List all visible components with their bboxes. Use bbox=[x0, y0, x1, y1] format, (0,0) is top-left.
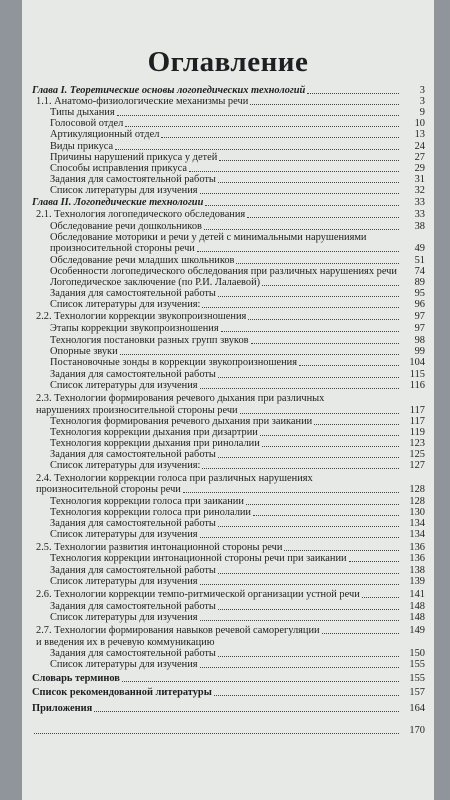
page-title: Оглавление bbox=[147, 46, 309, 78]
dot-leader bbox=[202, 307, 399, 308]
toc-entry-title: Список литературы для изучения bbox=[50, 380, 198, 391]
toc-entry-page: 125 bbox=[409, 449, 425, 460]
toc-entry-title: Технология коррекции дыхания при дизартрии bbox=[50, 427, 258, 438]
toc-entry-page: 51 bbox=[414, 255, 425, 266]
toc-entry-page: 128 bbox=[409, 484, 425, 495]
toc-entry-page: 33 bbox=[414, 209, 425, 220]
dot-leader bbox=[262, 446, 399, 447]
dot-leader bbox=[218, 609, 399, 610]
dot-leader bbox=[314, 424, 399, 425]
dot-leader bbox=[250, 104, 399, 105]
dot-leader bbox=[240, 413, 399, 414]
toc-entry-page: 32 bbox=[414, 185, 425, 196]
toc-entry bbox=[22, 702, 434, 714]
toc-entry-page: 128 bbox=[409, 496, 425, 507]
toc-entry bbox=[22, 298, 434, 310]
toc-entry bbox=[22, 128, 434, 140]
toc-entry-page: 117 bbox=[409, 416, 425, 427]
toc-entry bbox=[22, 392, 434, 404]
dot-leader bbox=[246, 504, 399, 505]
toc-entry-page: 9 bbox=[419, 107, 425, 118]
dot-leader bbox=[349, 561, 399, 562]
toc-entry-page: 33 bbox=[414, 197, 425, 208]
toc-entry-page: 27 bbox=[414, 152, 425, 163]
toc-entry-title: Постановочные зонды в коррекции звукопроизношения bbox=[50, 357, 298, 368]
toc-entry bbox=[22, 658, 434, 670]
dot-leader bbox=[253, 515, 399, 516]
toc-entry-title: Опорные звуки bbox=[50, 346, 118, 357]
toc-entry-title: Список литературы для изучения bbox=[50, 576, 198, 587]
toc-entry-title: 2.3. Технологии формирования речевого дыхания при различных bbox=[36, 393, 325, 404]
toc-entry-title: и введения их в речевую коммуникацию bbox=[36, 637, 215, 648]
dot-leader bbox=[221, 331, 399, 332]
toc-entry-title: Артикуляционный отдел bbox=[50, 129, 160, 140]
toc-entry-page: 31 bbox=[414, 174, 425, 185]
dot-leader bbox=[362, 597, 399, 598]
toc-entry-page: 119 bbox=[409, 427, 425, 438]
toc-entry-title: Особенности логопедического обследования при различных нарушениях речи bbox=[50, 266, 397, 277]
toc-entry-title: 2.1. Технология логопедического обследования bbox=[36, 209, 246, 220]
dot-leader bbox=[200, 667, 399, 668]
toc-entry-page: 150 bbox=[409, 648, 425, 659]
toc-entry-page: 134 bbox=[409, 529, 425, 540]
toc-entry-title: Технология коррекции голоса при ринолалии bbox=[50, 507, 251, 518]
toc-entry-page: 104 bbox=[409, 357, 425, 368]
dot-leader bbox=[161, 137, 399, 138]
toc-entry bbox=[22, 672, 434, 684]
toc-entry-title: Словарь терминов bbox=[32, 673, 120, 684]
toc-entry bbox=[22, 528, 434, 540]
dot-leader bbox=[200, 193, 399, 194]
dot-leader bbox=[183, 492, 399, 493]
toc-entry-title: Технология коррекции интонационной стороны речи при заикании bbox=[50, 553, 347, 564]
dot-leader bbox=[218, 182, 399, 183]
toc-entry-page: 116 bbox=[409, 380, 425, 391]
toc-entry-page: 99 bbox=[414, 346, 425, 357]
toc-entry-page: 3 bbox=[419, 85, 425, 96]
dot-leader bbox=[218, 457, 399, 458]
toc-entry-page: 134 bbox=[409, 518, 425, 529]
dot-leader bbox=[200, 620, 399, 621]
dot-leader bbox=[219, 160, 399, 161]
toc-entry-page: 136 bbox=[409, 542, 425, 553]
dot-leader bbox=[200, 537, 399, 538]
toc-entry-title: Технология коррекции голоса при заикании bbox=[50, 496, 244, 507]
toc-entry bbox=[22, 624, 434, 636]
toc-entry-page: 117 bbox=[409, 405, 425, 416]
dot-leader bbox=[120, 354, 399, 355]
toc-entry-page: 139 bbox=[409, 576, 425, 587]
toc-entry-title: 2.5. Технологии развития интонационной стороны речи bbox=[36, 542, 283, 553]
toc-entry-title: Задания для самостоятельной работы bbox=[50, 174, 216, 185]
dot-leader bbox=[248, 319, 399, 320]
toc-entry bbox=[22, 322, 434, 334]
dot-leader bbox=[117, 115, 399, 116]
toc-entry-page: 29 bbox=[414, 163, 425, 174]
dot-leader bbox=[200, 584, 399, 585]
toc-entry-title: Этапы коррекции звукопроизношения bbox=[50, 323, 219, 334]
toc-entry-title: Задания для самостоятельной работы bbox=[50, 648, 216, 659]
toc-entry-title: Способы исправления прикуса bbox=[50, 163, 187, 174]
toc-entry-title: Технология коррекции дыхания при ринолалии bbox=[50, 438, 260, 449]
toc-entry bbox=[22, 184, 434, 196]
toc-entry-title: Обследование моторики и речи у детей с минимальными нарушениями bbox=[50, 232, 367, 243]
toc-entry-title: Список литературы для изучения: bbox=[50, 460, 201, 471]
toc-entry-page: 155 bbox=[409, 673, 425, 684]
toc-entry bbox=[22, 611, 434, 623]
toc-entry-title: Список литературы для изучения bbox=[50, 659, 198, 670]
dot-leader bbox=[200, 388, 399, 389]
toc-entry-page: 148 bbox=[409, 612, 425, 623]
dot-leader bbox=[218, 296, 399, 297]
toc-entry-title: Логопедическое заключение (по Р.И. Лалаевой) bbox=[50, 277, 261, 288]
toc-entry bbox=[22, 310, 434, 322]
dot-leader bbox=[299, 365, 399, 366]
toc-entry-page: 74 bbox=[414, 266, 425, 277]
dot-leader bbox=[34, 733, 399, 734]
toc-entry-title: Список рекомендованной литературы bbox=[32, 687, 212, 698]
dot-leader bbox=[214, 695, 399, 696]
toc-entry-title: произносительной стороны речи bbox=[50, 243, 195, 254]
dot-leader bbox=[260, 435, 399, 436]
toc-entry bbox=[22, 196, 434, 208]
dot-leader bbox=[284, 550, 399, 551]
toc-entry bbox=[22, 552, 434, 564]
toc-entry bbox=[22, 588, 434, 600]
dot-leader bbox=[197, 251, 399, 252]
dot-leader bbox=[247, 217, 399, 218]
toc-entry-title: Глава I. Теоретические основы логопедических технологий bbox=[32, 85, 306, 96]
toc-entry-title: Список литературы для изучения bbox=[50, 612, 198, 623]
toc-entry-title: Виды прикуса bbox=[50, 141, 114, 152]
toc-entry-page: 155 bbox=[409, 659, 425, 670]
toc-entry-title: 2.7. Технологии формирования навыков речевой саморегуляции bbox=[36, 625, 320, 636]
toc-entry-title: Голосовой отдел bbox=[50, 118, 124, 129]
toc-entry-page: 38 bbox=[414, 221, 425, 232]
toc-entry-page: 157 bbox=[409, 687, 425, 698]
toc-entry bbox=[22, 575, 434, 587]
dot-leader bbox=[122, 681, 399, 682]
toc-entry bbox=[22, 379, 434, 391]
toc-entry-page: 10 bbox=[414, 118, 425, 129]
dot-leader bbox=[218, 656, 399, 657]
toc-entry-title: Причины нарушений прикуса у детей bbox=[50, 152, 218, 163]
toc-entry bbox=[22, 242, 434, 254]
toc-entry-page: 164 bbox=[409, 703, 425, 714]
toc-entry bbox=[22, 459, 434, 471]
dot-leader bbox=[202, 468, 399, 469]
toc-entry-page: 97 bbox=[414, 323, 425, 334]
toc-entry-page: 97 bbox=[414, 311, 425, 322]
toc-entry-page: 98 bbox=[414, 335, 425, 346]
toc-entry-title: 1.1. Анатомо-физиологические механизмы речи bbox=[36, 96, 249, 107]
toc-entry-title: Задания для самостоятельной работы bbox=[50, 601, 216, 612]
toc-entry-title: Глава II. Логопедические технологии bbox=[32, 197, 204, 208]
toc-entry bbox=[22, 724, 434, 736]
toc-entry-title: произносительной стороны речи bbox=[36, 484, 181, 495]
toc-entry-page: 138 bbox=[409, 565, 425, 576]
toc-entry-title: Задания для самостоятельной работы bbox=[50, 288, 216, 299]
dot-leader bbox=[189, 171, 399, 172]
toc-entry-page: 96 bbox=[414, 299, 425, 310]
toc-entry-title: Обследование речи младших школьников bbox=[50, 255, 235, 266]
toc-entry-title: Задания для самостоятельной работы bbox=[50, 565, 216, 576]
dot-leader bbox=[322, 633, 399, 634]
toc-entry-title: 2.4. Технологии коррекции голоса при различных нарушениях bbox=[36, 473, 313, 484]
toc-entry bbox=[22, 356, 434, 368]
toc-entry-page: 149 bbox=[409, 625, 425, 636]
toc-entry-title: Задания для самостоятельной работы bbox=[50, 449, 216, 460]
toc-entry-title: Задания для самостоятельной работы bbox=[50, 518, 216, 529]
toc-entry-title: Список литературы для изучения: bbox=[50, 299, 201, 310]
toc-entry-title: Технология формирования речевого дыхания при заикании bbox=[50, 416, 313, 427]
toc-entry-page: 136 bbox=[409, 553, 425, 564]
toc-entry-title: 2.2. Технологии коррекции звукопроизношения bbox=[36, 311, 247, 322]
toc-entry-title: Типы дыхания bbox=[50, 107, 115, 118]
dot-leader bbox=[205, 205, 399, 206]
dot-leader bbox=[218, 377, 399, 378]
toc-entry-title: Приложения bbox=[32, 703, 93, 714]
toc-entry-page: 89 bbox=[414, 277, 425, 288]
toc-entry-page: 95 bbox=[414, 288, 425, 299]
dot-leader bbox=[236, 263, 399, 264]
toc-entry-title: Задания для самостоятельной работы bbox=[50, 369, 216, 380]
toc-entry-page: 130 bbox=[409, 507, 425, 518]
dot-leader bbox=[125, 126, 399, 127]
toc-entry-page: 141 bbox=[409, 589, 425, 600]
toc-entry-page: 3 bbox=[419, 96, 425, 107]
toc-entry-page: 49 bbox=[414, 243, 425, 254]
toc-entry-title: 2.6. Технологии коррекции темпо-ритмической организации устной речи bbox=[36, 589, 360, 600]
toc-entry-title: Обследование речи дошкольников bbox=[50, 221, 202, 232]
dot-leader bbox=[204, 229, 399, 230]
toc-entry-page: 148 bbox=[409, 601, 425, 612]
toc-entry-page: 123 bbox=[409, 438, 425, 449]
toc-entry bbox=[22, 208, 434, 220]
toc-entry-title: нарушениях произносительной стороны речи bbox=[36, 405, 238, 416]
dot-leader bbox=[115, 149, 399, 150]
dot-leader bbox=[94, 711, 399, 712]
toc-entry bbox=[22, 483, 434, 495]
dot-leader bbox=[262, 285, 399, 286]
dot-leader bbox=[218, 573, 399, 574]
toc-entry-page: 115 bbox=[409, 369, 425, 380]
toc-entry-title: Список литературы для изучения bbox=[50, 529, 198, 540]
toc-entry-page: 24 bbox=[414, 141, 425, 152]
dot-leader bbox=[251, 343, 399, 344]
toc-entry-page: 13 bbox=[414, 129, 425, 140]
toc-entry-page: 170 bbox=[409, 725, 425, 736]
toc-entry bbox=[22, 686, 434, 698]
toc-entry-title: Технология постановки разных групп звуков bbox=[50, 335, 249, 346]
toc-entry-title: Список литературы для изучения bbox=[50, 185, 198, 196]
dot-leader bbox=[218, 526, 399, 527]
book-page bbox=[22, 0, 434, 800]
dot-leader bbox=[307, 93, 399, 94]
toc-entry-page: 127 bbox=[409, 460, 425, 471]
